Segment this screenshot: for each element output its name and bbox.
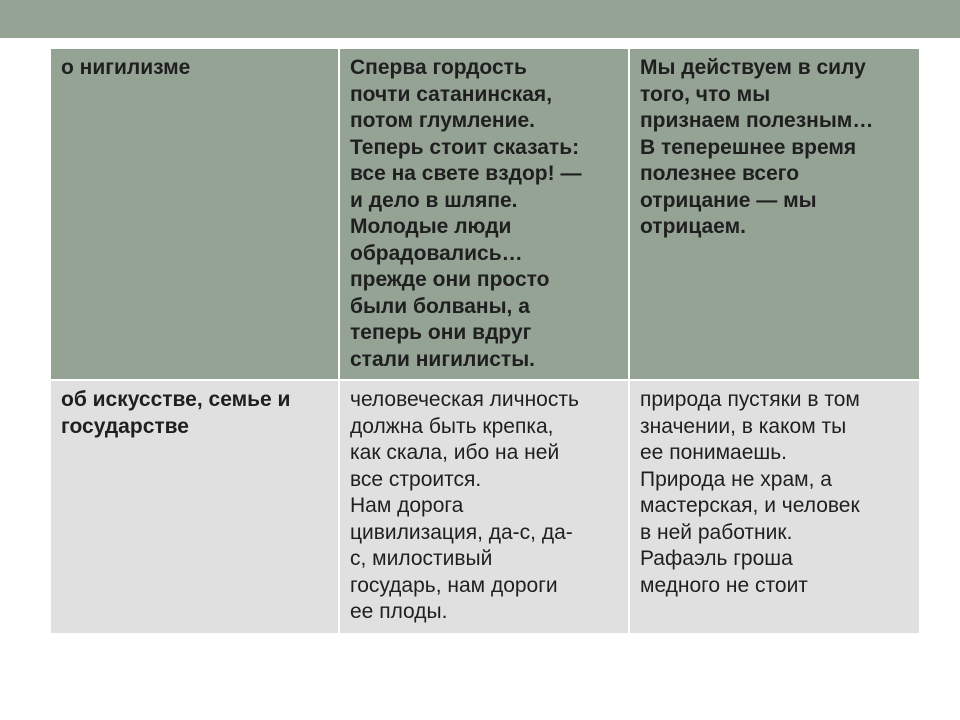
topic-text: о нигилизме xyxy=(61,56,191,79)
quote-cell-1 xyxy=(339,48,629,380)
topic-cell xyxy=(50,380,339,634)
quote-line: значении, в каком ты xyxy=(640,414,847,438)
quote-line: почти сатанинская, xyxy=(350,82,553,106)
quote-line: отрицаем. xyxy=(640,215,746,238)
quote-line: цивилизация, да-с, да- xyxy=(350,520,573,544)
quote-line: отрицание — мы xyxy=(640,188,817,212)
quote-line: теперь они вдруг xyxy=(350,321,532,344)
quote-line: медного не стоит xyxy=(640,573,808,597)
comparison-table xyxy=(49,47,921,635)
quote-line: человеческая личность xyxy=(350,388,579,411)
quote-line: Мы действуем в силу xyxy=(640,56,866,79)
quote-line: Теперь стоит сказать: xyxy=(350,135,580,159)
quote-line: ее плоды. xyxy=(350,600,448,623)
quote-line: как скала, ибо на ней xyxy=(350,441,560,464)
quote-line: мастерская, и человек xyxy=(640,494,860,517)
topic-line: об искусстве, семье и xyxy=(61,388,291,411)
quote-line: ее понимаешь. xyxy=(640,441,787,464)
quote-line: В теперешнее время xyxy=(640,135,857,159)
quote-cell-2 xyxy=(629,48,920,380)
quote-line: государь, нам дороги xyxy=(350,573,558,597)
quote-line: все на свете вздор! — xyxy=(350,162,582,185)
quote-line: Молодые люди xyxy=(350,215,512,238)
quote-line: были болваны, а xyxy=(350,294,530,318)
quote-line: в ней работник. xyxy=(640,520,793,544)
quote-line: обрадовались… xyxy=(350,241,523,265)
quote-line: прежде они просто xyxy=(350,268,550,291)
quote-line: Природа не храм, а xyxy=(640,467,832,491)
table-row-nihilism xyxy=(50,48,920,380)
quote-line: стали нигилисты. xyxy=(350,347,535,371)
quote-line: признаем полезным… xyxy=(640,109,874,132)
quote-line: потом глумление. xyxy=(350,109,535,132)
quote-line: полезнее всего xyxy=(640,162,800,185)
quote-line: Сперва гордость xyxy=(350,56,527,79)
quote-cell-2 xyxy=(629,380,920,634)
quote-line: Нам дорога xyxy=(350,494,464,517)
table-row-art-family-state xyxy=(50,380,920,634)
quote-line: все строится. xyxy=(350,467,482,491)
quote-line: природа пустяки в том xyxy=(640,388,860,411)
topic-line: государстве xyxy=(61,414,189,438)
quote-line: с, милостивый xyxy=(350,547,493,570)
quote-line: Рафаэль гроша xyxy=(640,547,793,570)
quote-line: того, что мы xyxy=(640,82,771,106)
slide-header-band xyxy=(0,0,960,38)
quote-cell-1 xyxy=(339,380,629,634)
quote-line: должна быть крепка, xyxy=(350,414,554,438)
quote-line: и дело в шляпе. xyxy=(350,188,518,212)
topic-cell xyxy=(50,48,339,380)
